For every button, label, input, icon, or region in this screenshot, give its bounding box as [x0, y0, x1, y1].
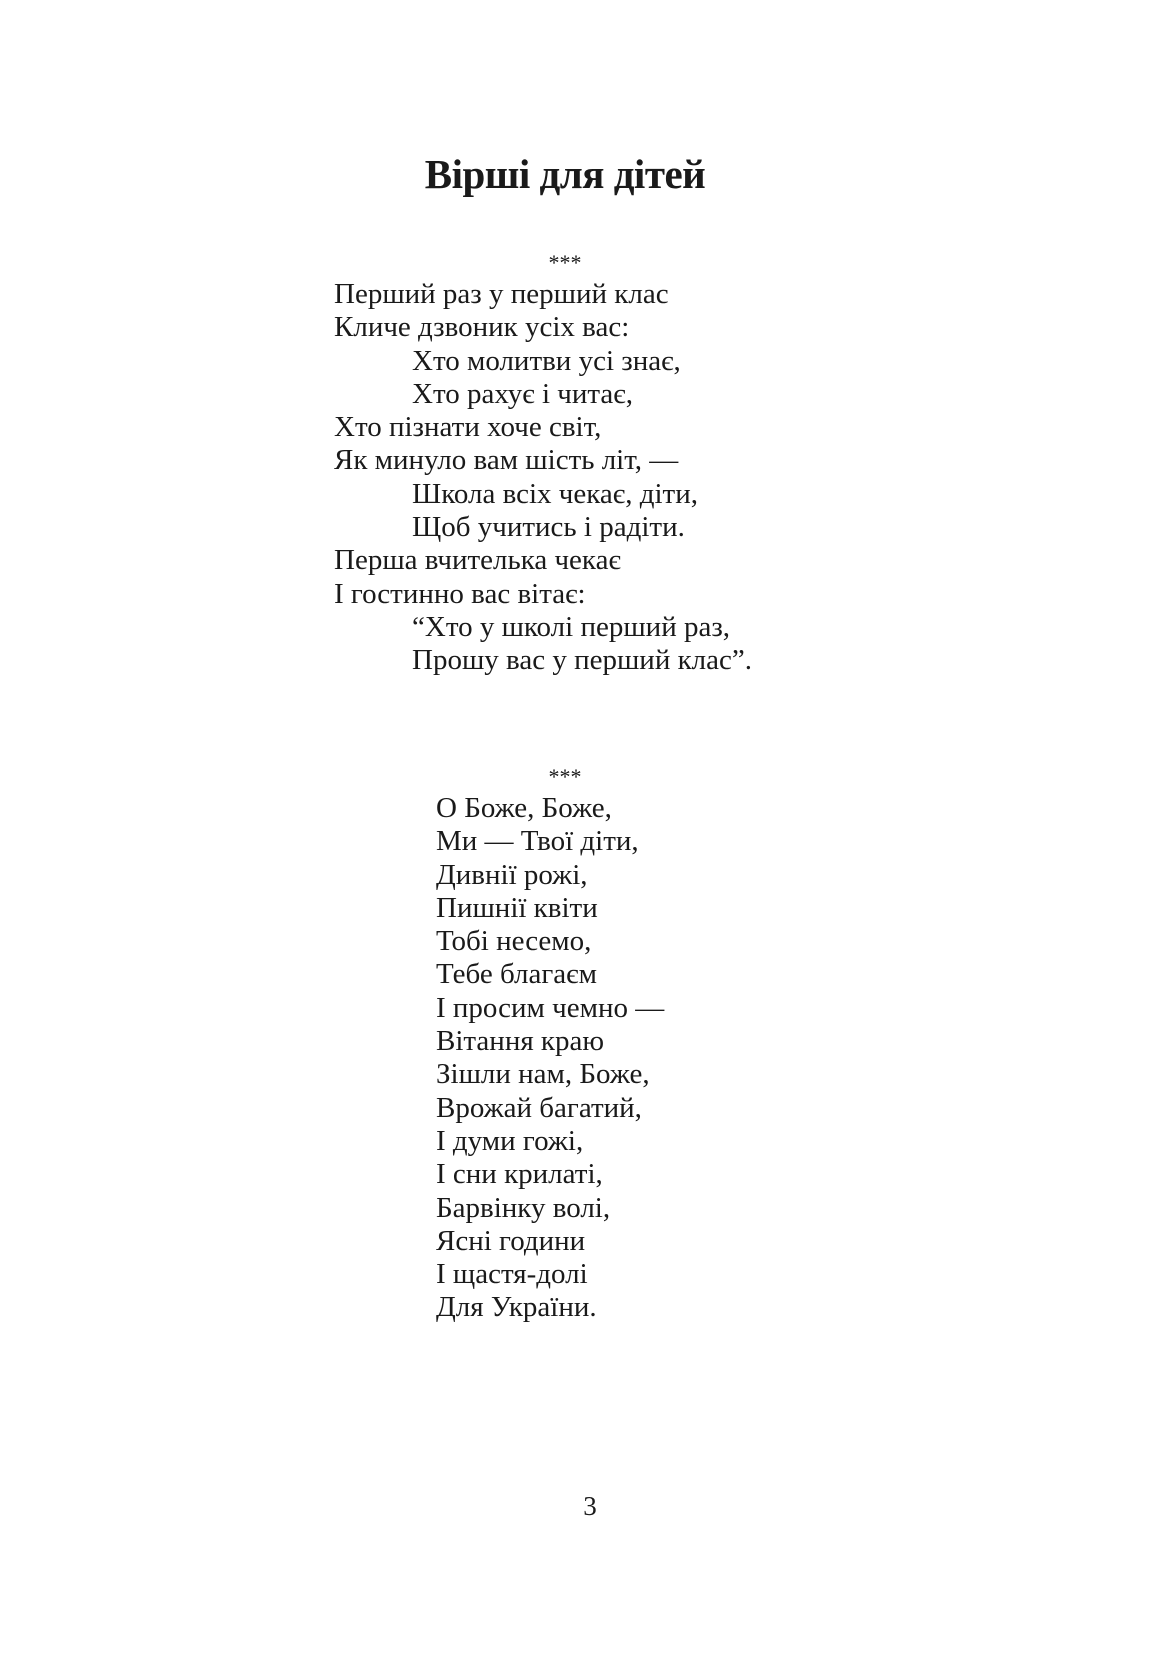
poem-line: І щастя-долі — [436, 1258, 588, 1291]
poem-line: І думи гожі, — [436, 1124, 584, 1157]
poem-line: Школа всіх чекає, діти, — [412, 477, 698, 510]
poem-line: “Хто у школі перший раз, — [412, 610, 731, 643]
poem-line: Перша вчителька чекає — [334, 544, 621, 577]
poem-line: О Боже, Боже, — [436, 792, 612, 824]
poem-line: Для України. — [436, 1291, 597, 1324]
stanza-separator: *** — [548, 250, 582, 275]
page-number: 3 — [583, 1491, 597, 1521]
poem-line: Пишнії квіти — [436, 891, 598, 924]
poem-line: І сни крилаті, — [436, 1158, 603, 1191]
poem-line: Барвінку волі, — [436, 1191, 611, 1224]
page-title: Вірші для дітей — [424, 151, 706, 197]
poem-line: Прошу вас у перший клас”. — [412, 644, 753, 677]
poem-line: Хто пізнати хоче світ, — [334, 411, 602, 444]
poem-line: Дивнії рожі, — [436, 858, 588, 891]
poem-line: Врожай багатий, — [436, 1091, 642, 1124]
poem-line: Вітання краю — [436, 1025, 605, 1058]
poem-line: Ясні години — [436, 1224, 586, 1257]
poem-line: Перший раз у перший клас — [334, 278, 669, 310]
stanza-separator: *** — [548, 764, 582, 789]
poem-prayer — [436, 792, 664, 1325]
poem-first-class — [334, 278, 752, 678]
poem-line: Щоб учитись і радіти. — [412, 511, 685, 544]
poem-line: Хто молитви усі знає, — [412, 344, 681, 377]
poem-line: Зішли нам, Боже, — [436, 1058, 650, 1091]
poem-line: Ми — Твої діти, — [436, 825, 639, 858]
poem-line: Тобі несемо, — [436, 925, 592, 958]
poem-line: Тебе благаєм — [436, 958, 597, 991]
poem-line: Хто рахує і читає, — [412, 377, 633, 410]
poem-line: Кличе дзвоник усіх вас: — [334, 311, 630, 344]
poem-line: І просим чемно — — [436, 991, 665, 1024]
poem-line: Як минуло вам шість літ, — — [334, 444, 679, 477]
poem-line: І гостинно вас вітає: — [334, 577, 586, 610]
